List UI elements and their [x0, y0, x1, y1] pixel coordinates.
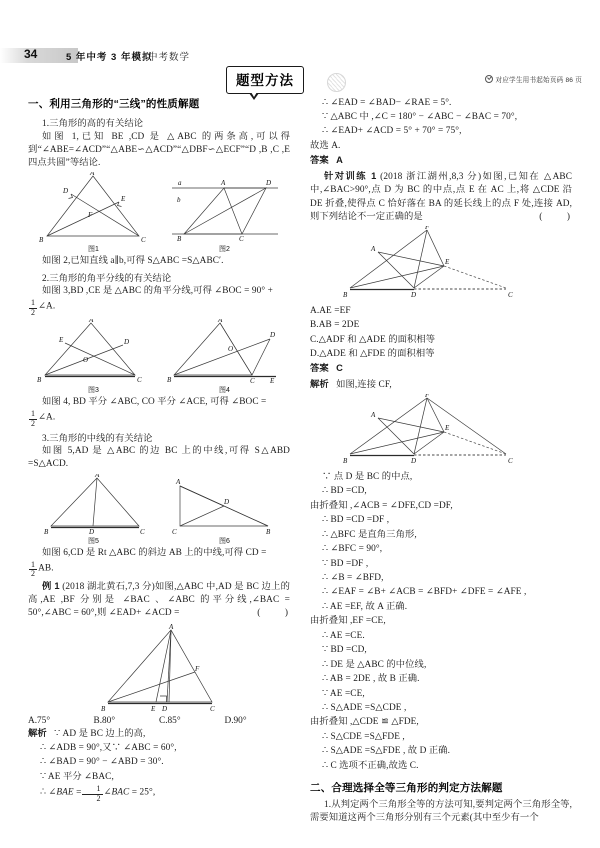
svg-text:a: a [177, 179, 181, 188]
figure-2-caption: 图2 [219, 246, 230, 254]
page-header [0, 46, 600, 66]
svg-text:B: B [343, 457, 348, 466]
subsection-2-result-tail [28, 410, 290, 428]
figure-row-3 [28, 474, 290, 546]
svg-text:E: E [58, 336, 63, 345]
section-2-body: 1.从判定两个三角形全等的方法可知,要判定两个三角形全等,需要知道这两个三角形分别有三个元素(其中至少有一个 [310, 799, 572, 823]
drill-answer-row [310, 362, 572, 377]
fraction-one-half: $\frac{1}{2}$ [31, 298, 36, 317]
example-1-brackets: ( ) [257, 607, 290, 618]
drill-block [310, 170, 572, 224]
svg-text:C: C [136, 376, 142, 385]
figure-4 [166, 319, 284, 395]
svg-text:D: D [88, 527, 94, 536]
svg-text:D: D [269, 331, 275, 340]
cont-line-1: ∵ △ABC 中 ,∠C = 180° − ∠ABC − ∠BAC = 70°, [322, 111, 518, 122]
badge-title: 题型方法 [236, 73, 294, 88]
section-2-heading: 二、合理选择全等三角形的判定方法解题 [310, 781, 503, 794]
subsection-3-result-tail [28, 561, 290, 579]
proof-line-10: 由折叠知 ,EF =CE, [310, 616, 386, 627]
subject-label: 中考数学 [148, 52, 191, 63]
svg-text:C: C [508, 290, 513, 299]
figure-row-1 [28, 172, 290, 254]
option-b[interactable]: B.80° [93, 716, 116, 727]
figure-6-caption: 图6 [219, 537, 230, 545]
cont-line-0: ∴ ∠EAD = ∠BAD− ∠RAE = 5°. [322, 97, 452, 108]
option-a[interactable]: A.75° [28, 716, 51, 727]
figure-2 [166, 172, 284, 254]
choose-line: 故选 A. [310, 140, 341, 151]
drill-analysis-row [310, 378, 572, 393]
svg-text:D: D [411, 457, 417, 466]
analysis-line-4: ∴ ∠BAE = $\frac{1}{2}$ ∠BAC = 25°, [40, 784, 156, 803]
proof-line-0: ∵ 点 D 是 BC 的中点, [322, 471, 413, 482]
svg-text:C: C [238, 235, 244, 244]
subsection-2-result-tail-text: ∠A. [38, 412, 56, 423]
drill-figure [310, 226, 572, 304]
drill-body: (2018 浙江湖州,8,3 分)如图,已知在 △ABC 中,∠BAC>90°,点 D 为 BC 的中点,点 E 在 AC 上,将 △CDE 沿 DE 折叠,使得点 C 恰好落在 BA 的延长线上的点 F 处,连接 AD,则下列结论不一定正确的是 [310, 172, 573, 222]
svg-text:C: C [140, 236, 146, 245]
svg-text:A: A [169, 623, 174, 632]
svg-text:A: A [88, 319, 93, 325]
svg-text:A: A [371, 411, 376, 420]
drill-label: 针对训练 1 [324, 171, 377, 182]
svg-text:A: A [220, 179, 225, 188]
drill-brackets: ( ) [539, 211, 572, 222]
figure-3-caption: 图3 [88, 387, 99, 395]
svg-text:B: B [101, 705, 106, 714]
figure-row-2 [28, 319, 290, 395]
svg-text:O: O [227, 345, 233, 354]
svg-text:E: E [445, 257, 450, 266]
svg-text:C: C [171, 527, 177, 536]
example-1-figure [28, 622, 290, 714]
analysis-line-2: ∴ ∠BAD = 90° − ∠ABD = 30°. [40, 757, 164, 768]
svg-text:F: F [195, 665, 200, 674]
subsection-2-heading: 2.三角形的角平分线的有关结论 [42, 273, 172, 284]
svg-text:D: D [123, 338, 129, 347]
badge-box [226, 66, 304, 94]
section-badge [226, 66, 304, 94]
subsection-1-body: 如图 1,已知 BE ,CD 是 △ABC 的两条高,可以得到“∠ABE=∠ACD”“△ABE∽△ACD”“△DBF∽△ECF”“D ,B ,C ,E 四点共圆”等结论. [28, 131, 290, 168]
svg-text:C: C [210, 705, 215, 714]
svg-text:B: B [265, 527, 270, 536]
svg-text:D: D [62, 187, 68, 196]
subsection-3-body: 如图 5,AD 是 △ABC 的边 BC 上的中线,可得 S△ABD =S△ACD. [28, 446, 290, 470]
svg-text:D: D [411, 290, 417, 299]
subsection-2-result: 如图 4, BD 平分 ∠ABC, CO 平分 ∠ACE, 可得 ∠BOC = [42, 397, 267, 408]
svg-text:b: b [176, 196, 180, 205]
proof-line-18: ∴ S△CDE =S△FDE , [322, 731, 405, 742]
option-d[interactable]: D.90° [224, 716, 247, 727]
answer-row [310, 154, 572, 169]
proof-line-20: ∴ C 选项不正确,故选 C. [322, 760, 419, 771]
proof-line-2: 由折叠知 ,∠ACB = ∠DFE,CD =DF, [310, 500, 453, 511]
proof-line-11: ∴ AE =CE. [322, 630, 365, 641]
subsection-2-body-tail [28, 299, 290, 317]
svg-text:B: B [38, 236, 43, 245]
proof-line-8: ∴ ∠EAF = ∠B+ ∠ACB = ∠BFD+ ∠DFE = ∠AFE , [322, 587, 527, 598]
example-1-block [28, 580, 290, 621]
svg-text:A: A [175, 477, 180, 486]
drill-analysis-label: 解析 [310, 378, 329, 389]
svg-text:B: B [166, 376, 171, 385]
analysis-label: 解析 [28, 727, 47, 738]
svg-text:F: F [87, 211, 92, 220]
svg-text:D: D [162, 705, 168, 714]
svg-text:E: E [269, 377, 274, 386]
cont-line-2: ∴ ∠EAD+ ∠ACD = 5° + 70° = 75°, [322, 126, 462, 137]
reference-note-text: 对应学生用书起始页码 86 页 [495, 77, 582, 84]
proof-line-13: ∴ DE 是 △ABC 的中位线, [322, 659, 427, 670]
svg-text:E: E [151, 705, 156, 714]
subsection-3-result-tail-text: AB. [38, 563, 54, 574]
example-1-body: (2018 湖北黄石,7,3 分)如图,△ABC 中,AD 是 BC 边上的高,AE ,BF 分别是 ∠BAC 、∠ABC 的平分线,∠BAC = 50°,∠ABC = 60°,则 ∠EAD+ ∠ACD = [28, 581, 290, 618]
svg-text:E: E [120, 195, 125, 204]
proof-line-16: ∴ S△ADE =S△CDE , [322, 702, 407, 713]
proof-line-7: ∴ ∠B = ∠BFD, [322, 573, 384, 583]
svg-text:F: F [425, 394, 430, 400]
analysis-header [28, 727, 290, 742]
example-1-options [28, 716, 290, 726]
answer-label: 答案 [310, 155, 329, 166]
check-circle-icon [485, 75, 494, 84]
svg-text:B: B [343, 290, 348, 299]
page-number: 34 [24, 47, 38, 61]
proof-line-17: 由折叠知 ,△CDE ≌ △FDE, [310, 717, 419, 728]
drill-answer-value: C [336, 363, 343, 374]
svg-text:D: D [223, 497, 229, 506]
drill-option-a[interactable]: A.AE =EF [310, 305, 351, 316]
section-1-heading: 一、利用三角形的“三线”的性质解题 [28, 98, 200, 110]
svg-text:D: D [265, 179, 271, 188]
figure-5 [35, 474, 153, 546]
proof-line-3: ∴ BD =CD =DF , [322, 515, 390, 526]
figure-1 [35, 172, 153, 254]
proof-line-14: ∴ AB = 2DE , 故 B 正确. [322, 674, 420, 685]
svg-text:E: E [445, 424, 450, 433]
subsection-1-heading: 1.三角形的高的有关结论 [42, 119, 144, 129]
figure-1-caption: 图1 [88, 246, 99, 254]
proof-line-6: ∵ BD =DF , [322, 558, 369, 569]
fraction-one-half-2: $\frac{1}{2}$ [31, 409, 36, 428]
proof-line-9: ∴ AE =EF, 故 A 正确. [322, 601, 408, 612]
figure-5-caption: 图5 [88, 537, 99, 545]
drill-analysis-intro: 如图,连接 CF, [336, 379, 392, 390]
proof-line-4: ∴ △BFC 是直角三角形, [322, 529, 417, 540]
proof-line-19: ∴ S△ADE =S△FDE , 故 D 正确. [322, 746, 451, 757]
analysis-line-0: ∵ AD 是 BC 边上的高, [54, 728, 146, 739]
fraction-one-half-4: $\frac{1}{2}$ [82, 785, 102, 803]
fraction-one-half-3: $\frac{1}{2}$ [31, 559, 36, 579]
analysis-line-1: ∴ ∠ADB = 90°,又∵ ∠ABC = 60°, [40, 743, 177, 754]
left-column [28, 96, 290, 804]
svg-text:C: C [249, 377, 255, 386]
subsection-2-body: 如图 3,BD ,CE 是 △ABC 的角平分线,可得 ∠BOC = 90° + [42, 286, 273, 297]
reference-note [485, 74, 582, 84]
figure-6 [166, 474, 284, 546]
drill-analysis-figure [310, 394, 572, 470]
svg-text:A: A [371, 244, 376, 253]
figure-4-caption: 图4 [219, 387, 230, 395]
svg-text:B: B [176, 235, 181, 244]
drill-option-b[interactable]: B.AB = 2DE [310, 320, 360, 331]
proof-line-5: ∴ ∠BFC = 90°, [322, 544, 383, 555]
svg-text:A: A [89, 172, 94, 178]
svg-text:C: C [508, 457, 513, 466]
proof-line-15: ∵ AE =CE, [322, 688, 365, 699]
drill-option-d[interactable]: D.△ADE 和 △FDE 的面积相等 [310, 349, 435, 360]
svg-text:A: A [217, 319, 222, 325]
subsection-3-result: 如图 6,CD 是 Rt △ABC 的斜边 AB 上的中线,可得 CD = [42, 547, 267, 558]
svg-text:C: C [139, 527, 145, 536]
proof-line-12: ∵ BD =CD, [322, 645, 367, 656]
subsection-2-body-tail-text: ∠A. [38, 301, 56, 312]
svg-text:B: B [36, 376, 41, 385]
svg-text:O: O [82, 356, 88, 365]
option-c[interactable]: C.85° [159, 716, 181, 727]
figure-3 [35, 319, 153, 395]
seal-icon [327, 73, 346, 92]
answer-value: A [336, 155, 343, 166]
subsection-3-heading: 3.三角形的中线的有关结论 [42, 433, 153, 444]
example-1-label: 例 1 [42, 580, 60, 591]
svg-text:F: F [425, 225, 430, 231]
subsection-1-result: 如图 2,已知直线 a∥b,可得 S△ABC =S△ABC′. [42, 256, 224, 267]
svg-text:A: A [94, 473, 99, 479]
svg-text:B: B [43, 527, 48, 536]
analysis-line-3: ∵ AE 平分 ∠BAC, [40, 771, 114, 782]
drill-answer-label: 答案 [310, 363, 329, 374]
right-column [310, 96, 572, 826]
book-title: 5 年中考 3 年模拟 [66, 52, 153, 63]
proof-line-1: ∴ BD =CD, [322, 486, 367, 497]
drill-option-c[interactable]: C.△ADF 和 △ADE 的面积相等 [310, 334, 436, 345]
